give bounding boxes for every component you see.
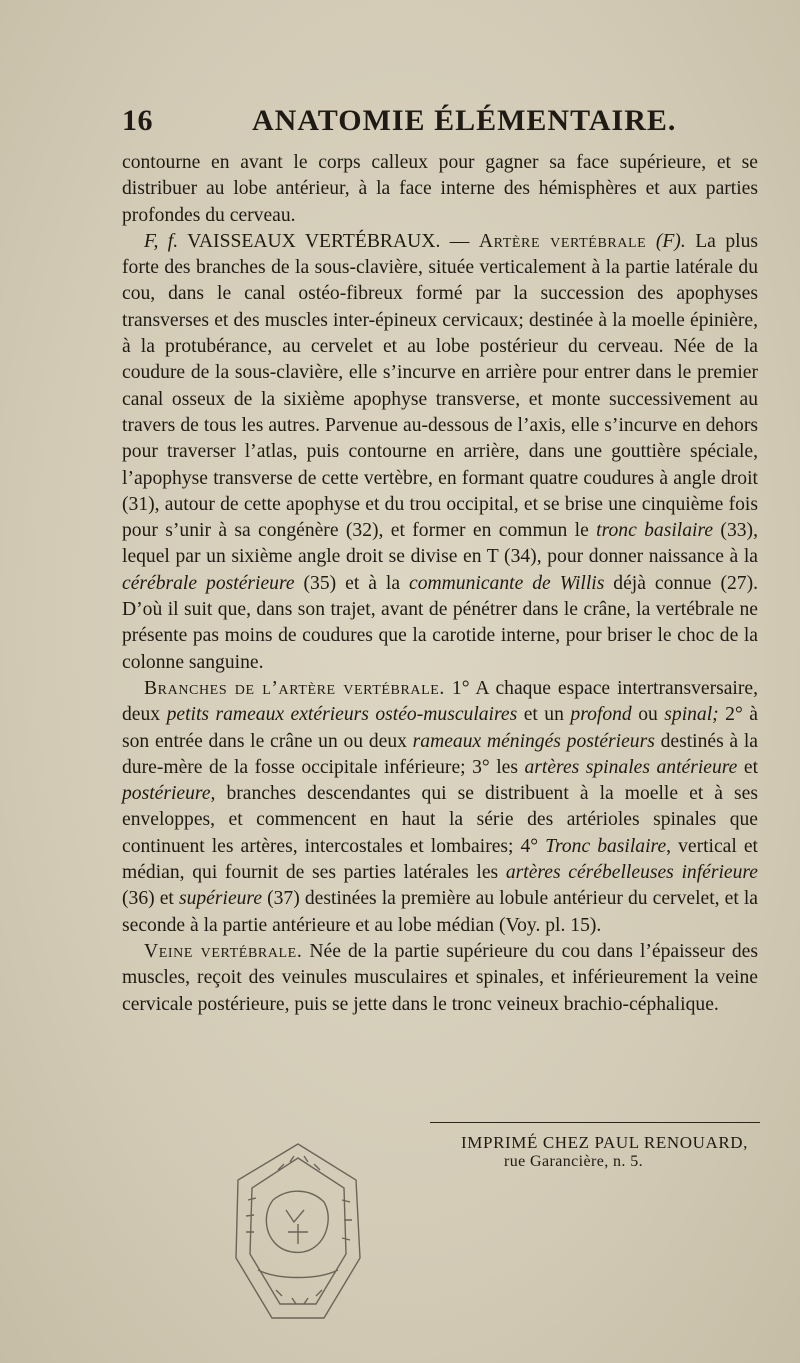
text-run: destinés à la dure-mère de la fosse occipitale inférieure; 3° les — [122, 730, 758, 778]
paragraph-vertebral-vessels — [122, 229, 758, 676]
paragraph-vertebral-vein — [122, 939, 758, 1018]
text-run: 2° à son entrée dans le crâne un ou deux — [122, 704, 758, 752]
italic-term: artères cérébelleuses inférieure — [505, 862, 759, 884]
text-run: , vertical et médian, qui fournit de ses parties latérales les — [122, 835, 758, 884]
section-heading: Branches de l’artère vertébrale. — [144, 677, 445, 699]
text-run: (35) et à la — [294, 572, 410, 594]
italic-term: postérieure, — [122, 783, 216, 805]
body-text — [122, 150, 758, 1018]
italic-term: artères spinales antérieure — [524, 756, 738, 778]
text-run: Née de la partie supérieure du cou dans l’épaisseur des muscles, reçoit des veinules musculaires et spinales, et inférieurement la veine cervicale postérieure, puis se jette dans le tronc veineux brachio-céphalique. — [122, 940, 758, 1015]
imprint — [420, 1122, 760, 1171]
figure-label: (F). — [655, 230, 686, 252]
paragraph-branches — [122, 676, 758, 939]
italic-term: rameaux méningés postérieurs — [412, 730, 655, 752]
italic-term: profond — [570, 704, 632, 726]
text-run: (33), lequel par un sixième angle droit se divise en T (34), pour donner naissance à la — [122, 520, 758, 568]
page-header — [122, 104, 762, 144]
italic-term: petits rameaux extérieurs ostéo-musculaires — [166, 704, 518, 726]
stamp-drawing — [228, 1140, 368, 1325]
text-run: 1° A chaque espace intertransversaire, deux — [122, 677, 758, 726]
imprint-address: rue Garancière, n. 5. — [504, 1153, 643, 1170]
section-heading: Veine vertébrale. — [144, 940, 303, 962]
paragraph-continuation: contourne en avant le corps calleux pour gagner sa face supérieure, et se distribuer au lobe antérieur, à la face interne des hémisphères et aux parties profondes du cerveau. — [122, 152, 758, 226]
running-title: ANATOMIE ÉLÉMENTAIRE. — [252, 104, 677, 137]
text-run: et — [737, 756, 759, 778]
imprint-printer: IMPRIMÉ CHEZ PAUL RENOUARD, — [461, 1133, 748, 1152]
italic-term: cérébrale postérieure — [122, 572, 295, 594]
page-number: 16 — [122, 104, 153, 137]
text-run: (36) et — [122, 888, 179, 910]
dash: — — [440, 230, 479, 252]
text-run: et un — [517, 704, 571, 726]
italic-term: Tronc basilaire — [545, 835, 667, 857]
italic-term: spinal; — [664, 704, 719, 726]
text-run: (37) destinées la première au lobule antérieur du cervelet, et la seconde à la partie antérieure et au lobe médian (Voy. pl. 15). — [122, 888, 758, 936]
text-run: ou — [631, 704, 665, 726]
italic-term: tronc basilaire — [596, 520, 714, 542]
section-heading: VAISSEAUX VERTÉBRAUX. — [187, 230, 441, 252]
italic-term: communicante de Willis — [409, 572, 605, 594]
text-run: déjà connue (27). D’où il suit que, dans son trajet, avant de pénétrer dans le crâne, la vertébrale ne présente pas moins de coudures que la carotide interne, pour briser le choc de la colonne sanguine. — [122, 572, 758, 673]
imprint-rule — [430, 1122, 760, 1123]
italic-term: supérieure — [178, 888, 263, 910]
figure-reference: F, f. — [144, 230, 179, 252]
text-run: branches descendantes qui se distribuent à la moelle et à ses enveloppes, et commencent en haut la série des artérioles spinales que continuent les artères, intercostales et lombaires; 4° — [122, 783, 758, 857]
library-stamp-icon — [228, 1140, 368, 1325]
text-run: La plus forte des branches de la sous-clavière, située verticalement à la partie latérale du cou, dans le canal ostéo-fibreux formé par la succession des apophyses transverses et des muscles inter-épineux cervicaux; destinée à la moelle épinière, à la protubérance, au cervelet et au lobe postérieur du cerveau. Née de la coudure de la sous-clavière, elle s’incurve en arrière pour entrer dans le premier canal osseux de la sixième apophyse transverse, et monte successivement au travers de tous les autres. Parvenue au-dessous de l’axis, elle s’incurve en dehors pour traverser l’atlas, puis contourne en arrière, dans une gouttière spéciale, l’apophyse transverse de cette vertèbre, en formant quatre coudures à angle droit (31), autour de cette apophyse et du trou occipital, et se brise une cinquième fois pour s’unir à sa congénère (32), et former en commun le — [122, 230, 758, 542]
subsection-heading: Artère vertébrale — [478, 230, 647, 252]
